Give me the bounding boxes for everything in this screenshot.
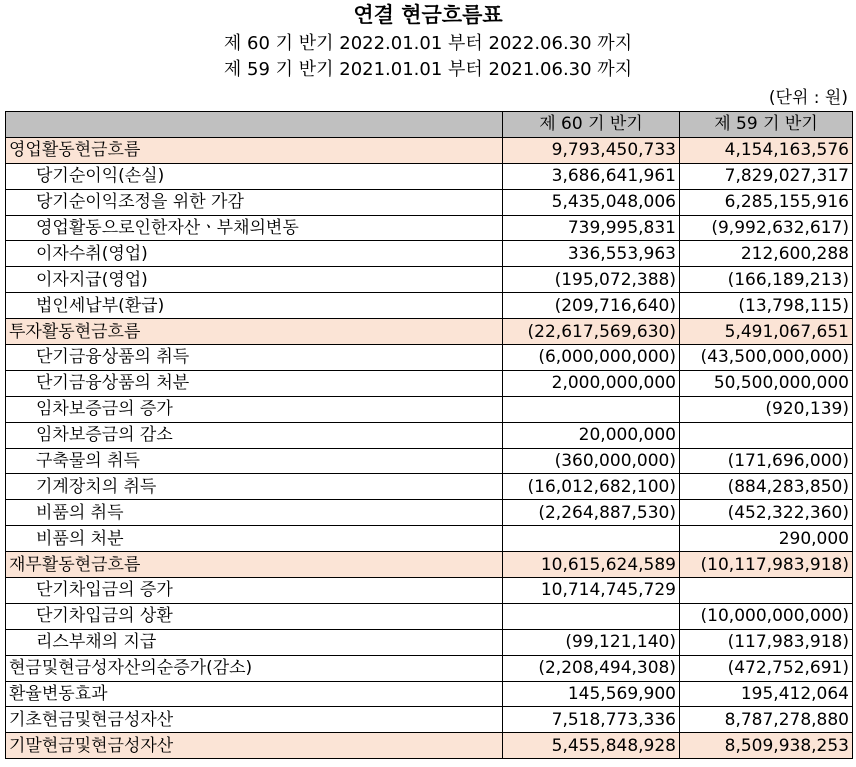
row-previous-value: 195,412,064 bbox=[680, 681, 853, 707]
statement-title: 연결 현금흐름표 bbox=[353, 3, 503, 27]
row-previous-value bbox=[680, 578, 853, 604]
header-label bbox=[6, 112, 503, 138]
row-current-value bbox=[503, 603, 680, 629]
row-label: 이자수취(영업) bbox=[6, 241, 503, 267]
row-current-value: (2,208,494,308) bbox=[503, 655, 680, 681]
row-previous-value: 6,285,155,916 bbox=[680, 189, 853, 215]
row-previous-value: (920,139) bbox=[680, 396, 853, 422]
row-previous-value: (117,983,918) bbox=[680, 629, 853, 655]
table-row bbox=[6, 293, 853, 319]
row-label: 기말현금및현금성자산 bbox=[6, 733, 503, 759]
row-previous-value: (884,283,850) bbox=[680, 474, 853, 500]
row-label: 현금및현금성자산의순증가(감소) bbox=[6, 655, 503, 681]
row-current-value: 739,995,831 bbox=[503, 215, 680, 241]
table-row-section bbox=[6, 733, 853, 759]
row-current-value: 9,793,450,733 bbox=[503, 137, 680, 163]
table-row bbox=[6, 396, 853, 422]
table-row bbox=[6, 422, 853, 448]
row-current-value: (6,000,000,000) bbox=[503, 345, 680, 371]
row-previous-value: 5,491,067,651 bbox=[680, 319, 853, 345]
table-row bbox=[6, 215, 853, 241]
row-previous-value: 212,600,288 bbox=[680, 241, 853, 267]
row-current-value: 2,000,000,000 bbox=[503, 370, 680, 396]
row-label: 단기금융상품의 취득 bbox=[6, 345, 503, 371]
row-label: 기계장치의 취득 bbox=[6, 474, 503, 500]
row-current-value: (22,617,569,630) bbox=[503, 319, 680, 345]
period-previous: 제 59 기 반기 2021.01.01 부터 2021.06.30 까지 bbox=[223, 59, 633, 80]
row-label: 투자활동현금흐름 bbox=[6, 319, 503, 345]
row-previous-value: 8,509,938,253 bbox=[680, 733, 853, 759]
row-current-value: 20,000,000 bbox=[503, 422, 680, 448]
unit-label: (단위 : 원) bbox=[768, 88, 848, 108]
row-current-value: (16,012,682,100) bbox=[503, 474, 680, 500]
row-previous-value: (166,189,213) bbox=[680, 267, 853, 293]
table-row bbox=[6, 578, 853, 604]
row-current-value: (209,716,640) bbox=[503, 293, 680, 319]
table-row bbox=[6, 448, 853, 474]
row-label: 임차보증금의 증가 bbox=[6, 396, 503, 422]
row-current-value: 10,615,624,589 bbox=[503, 552, 680, 578]
table-row bbox=[6, 500, 853, 526]
row-previous-value: (472,752,691) bbox=[680, 655, 853, 681]
row-current-value: 3,686,641,961 bbox=[503, 163, 680, 189]
row-label: 비품의 처분 bbox=[6, 526, 503, 552]
header-current-period: 제 60 기 반기 bbox=[503, 112, 680, 138]
row-label: 단기차입금의 상환 bbox=[6, 603, 503, 629]
table-row bbox=[6, 189, 853, 215]
row-label: 이자지급(영업) bbox=[6, 267, 503, 293]
table-row bbox=[6, 629, 853, 655]
row-current-value: (195,072,388) bbox=[503, 267, 680, 293]
row-label: 기초현금및현금성자산 bbox=[6, 707, 503, 733]
table-row bbox=[6, 603, 853, 629]
table-header-row bbox=[6, 112, 853, 138]
row-previous-value: (171,696,000) bbox=[680, 448, 853, 474]
row-current-value: 7,518,773,336 bbox=[503, 707, 680, 733]
table-row bbox=[6, 345, 853, 371]
row-previous-value: (10,117,983,918) bbox=[680, 552, 853, 578]
table-row bbox=[6, 241, 853, 267]
row-current-value: (360,000,000) bbox=[503, 448, 680, 474]
row-label: 비품의 취득 bbox=[6, 500, 503, 526]
table-row bbox=[6, 474, 853, 500]
table-row bbox=[6, 163, 853, 189]
row-label: 단기금융상품의 처분 bbox=[6, 370, 503, 396]
row-previous-value: (452,322,360) bbox=[680, 500, 853, 526]
row-current-value: (99,121,140) bbox=[503, 629, 680, 655]
row-label: 구축물의 취득 bbox=[6, 448, 503, 474]
row-label: 영업활동현금흐름 bbox=[6, 137, 503, 163]
row-current-value: 10,714,745,729 bbox=[503, 578, 680, 604]
cash-flow-table bbox=[5, 111, 853, 759]
row-previous-value bbox=[680, 422, 853, 448]
table-row-total bbox=[6, 681, 853, 707]
row-current-value: 336,553,963 bbox=[503, 241, 680, 267]
table-row bbox=[6, 370, 853, 396]
row-current-value: 5,455,848,928 bbox=[503, 733, 680, 759]
row-label: 단기차입금의 증가 bbox=[6, 578, 503, 604]
row-label: 법인세납부(환급) bbox=[6, 293, 503, 319]
row-current-value bbox=[503, 396, 680, 422]
row-label: 재무활동현금흐름 bbox=[6, 552, 503, 578]
table-row-section bbox=[6, 137, 853, 163]
table-row-section bbox=[6, 319, 853, 345]
row-label: 당기순이익(손실) bbox=[6, 163, 503, 189]
row-current-value: 145,569,900 bbox=[503, 681, 680, 707]
row-current-value: (2,264,887,530) bbox=[503, 500, 680, 526]
row-label: 환율변동효과 bbox=[6, 681, 503, 707]
row-previous-value: (9,992,632,617) bbox=[680, 215, 853, 241]
table-row-total bbox=[6, 707, 853, 733]
table-row-total bbox=[6, 655, 853, 681]
row-label: 당기순이익조정을 위한 가감 bbox=[6, 189, 503, 215]
row-previous-value: (10,000,000,000) bbox=[680, 603, 853, 629]
table-row-section bbox=[6, 552, 853, 578]
row-previous-value: (13,798,115) bbox=[680, 293, 853, 319]
row-previous-value: 290,000 bbox=[680, 526, 853, 552]
row-previous-value: 8,787,278,880 bbox=[680, 707, 853, 733]
row-previous-value: 4,154,163,576 bbox=[680, 137, 853, 163]
row-current-value: 5,435,048,006 bbox=[503, 189, 680, 215]
header-previous-period: 제 59 기 반기 bbox=[680, 112, 853, 138]
row-previous-value: 50,500,000,000 bbox=[680, 370, 853, 396]
table-row bbox=[6, 267, 853, 293]
row-label: 리스부채의 지급 bbox=[6, 629, 503, 655]
table-row bbox=[6, 526, 853, 552]
row-label: 영업활동으로인한자산ㆍ부채의변동 bbox=[6, 215, 503, 241]
row-label: 임차보증금의 감소 bbox=[6, 422, 503, 448]
row-previous-value: 7,829,027,317 bbox=[680, 163, 853, 189]
period-current: 제 60 기 반기 2022.01.01 부터 2022.06.30 까지 bbox=[223, 33, 633, 54]
row-current-value bbox=[503, 526, 680, 552]
row-previous-value: (43,500,000,000) bbox=[680, 345, 853, 371]
